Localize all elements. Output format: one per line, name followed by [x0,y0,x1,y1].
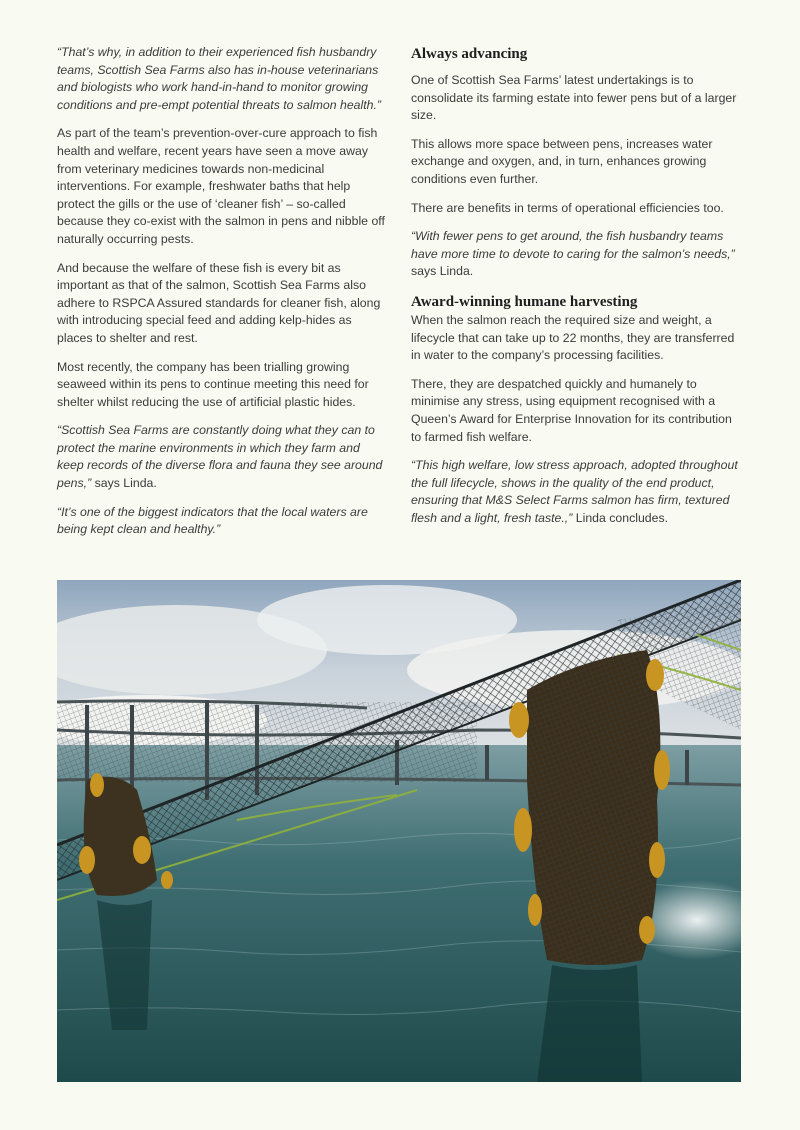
section-heading-always-advancing: Always advancing [411,46,528,62]
quote-text: “This high welfare, low stress approach, adopted throughout the full lifecycle, shows in the quality of the end product, ensuring that M&S Select Farms salmon has firm, textured flesh and a light, fresh taste.,” [411,458,738,525]
left-column [57,44,389,550]
right-column [411,44,743,538]
quote-attribution: says Linda. [411,264,474,279]
section-heading-humane-harvesting: Award-winning humane harvesting [411,293,638,310]
body-paragraph: And because the welfare of these fish is every bit as important as that of the salmon, Scottish Sea Farms also adhere to RSPCA Assured standards for cleaner fish, along with introducing special feed and adding kelp-hides as places to shelter and rest. [57,260,381,345]
intro-quote: “That’s why, in addition to their experienced fish husbandry teams, Scottish Sea Farms also has in-house veterinarians and biologists who work hand-in-hand to monitor growing conditions and pre-empt potential threats to salmon health.” [57,45,382,112]
quote-paragraph [411,457,743,527]
seaweed-pen-photo [57,580,741,1082]
body-paragraph: As part of the team’s prevention-over-cure approach to fish health and welfare, recent years have seen a move away from veterinary medicines towards non-medicinal interventions. For example, freshwater baths that help protect the gills or the use of ‘cleaner fish’ – so-called because they co-exist with the salmon in pens and nibble off naturally occurring pests. [57,126,385,246]
body-paragraph: Most recently, the company has been trialling growing seaweed within its pens to continue meeting this need for shelter whilst reducing the use of artificial plastic hides. [57,359,369,409]
quote-paragraph [57,422,389,492]
body-paragraph: One of Scottish Sea Farms’ latest undertakings is to consolidate its farming estate into fewer pens but of a larger size. [411,73,737,123]
quote-text: “With fewer pens to get around, the fish husbandry teams have more time to devote to caring for the salmon’s needs,” [411,229,735,261]
photo-illustration [57,580,741,1082]
quote-paragraph [411,228,743,281]
body-paragraph: There are benefits in terms of operational efficiencies too. [411,200,724,215]
body-paragraph: When the salmon reach the required size and weight, a lifecycle that can take up to 22 months, they are transferred in water to the company’s processing facilities. [411,312,735,363]
quote-attribution: says Linda. [91,476,157,491]
quote-attribution: Linda concludes. [572,510,669,525]
body-paragraph: There, they are despatched quickly and humanely to minimise any stress, using equipment recognised with a Queen’s Award for Enterprise Innovation for its contribution to farmed fish welfare. [411,376,732,444]
closing-quote: “It’s one of the biggest indicators that the local waters are being kept clean and healthy.” [57,504,368,537]
body-paragraph: This allows more space between pens, increases water exchange and oxygen, and, in turn, enhances growing conditions even further. [411,136,713,186]
quote-text: “Scottish Sea Farms are constantly doing what they can to protect the marine environments in which they farm and keep records of the diverse flora and fauna they see around pens,” [57,423,383,491]
